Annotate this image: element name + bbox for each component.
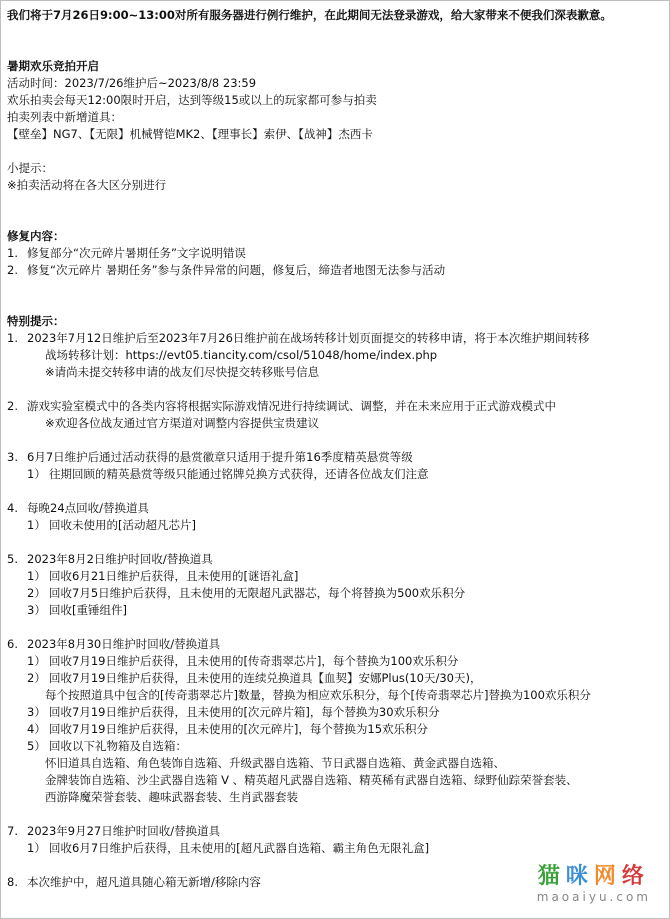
fix-text: 修复“次元碎片 暑期任务”参与条件异常的问题，修复后，缔造者地图无法参与活动 (27, 263, 446, 277)
note-number: 4. (7, 501, 18, 515)
auction-items: 【壁垒】NG7、【无限】机械臂铠MK2、【理事长】索伊、【战神】杰西卡 (7, 127, 373, 141)
note-sub-item (7, 653, 663, 670)
auction-list-label: 拍卖列表中新增道具： (7, 110, 122, 124)
note-sub-text: 战场转移计划：https://evt05.tiancity.com/csol/51048/home/index.php (45, 348, 438, 362)
notice-content (7, 7, 663, 891)
sub-number: 1） (27, 467, 46, 481)
note-sub-item (7, 721, 663, 738)
note-number: 7. (7, 824, 18, 838)
fix-text: 修复部分“次元碎片暑期任务”文字说明错误 (27, 246, 246, 260)
note-text: 游戏实验室模式中的各类内容将根据实际游戏情况进行持续调试、调整，并在未来应用于正式游戏模式中 (27, 399, 556, 413)
sub-number: 1） (27, 569, 46, 583)
sub-number: 3） (27, 705, 46, 719)
note-sub-text: ※欢迎各位战友通过官方渠道对调整内容提供宝贵建议 (45, 416, 320, 430)
auction-time: 活动时间：2023/7/26维护后~2023/8/8 23:59 (7, 76, 257, 90)
note-item (7, 551, 663, 568)
note-sub-item (7, 602, 663, 619)
note-number: 1. (7, 331, 18, 345)
note-number: 3. (7, 450, 18, 464)
note-item (7, 398, 663, 415)
sub-number: 5） (27, 739, 46, 753)
note-text: 6月7日维护后通过活动获得的悬赏徽章只适用于提升第16季度精英悬赏等级 (27, 450, 413, 464)
note-item (7, 500, 663, 517)
note-sub-item (7, 840, 663, 857)
fixes-title: 修复内容： (7, 229, 65, 243)
sub-number: 1） (27, 518, 46, 532)
note-number: 5. (7, 552, 18, 566)
note-text: 2023年7月12日维护后至2023年7月26日维护前在战场转移计划页面提交的转移申请，将于本次维护期间转移 (27, 331, 590, 345)
fix-item (7, 262, 663, 279)
sub-text: 回收6月7日维护后获得，且未使用的[超凡武器自选箱、霸主角色无限礼盒] (49, 841, 430, 855)
sub-text: 往期回顾的精英悬赏等级只能通过铭牌兑换方式获得，还请各位战友们注意 (49, 467, 429, 481)
note-item (7, 449, 663, 466)
sub-number: 1） (27, 841, 46, 855)
sub-text: 回收7月19日维护后获得，且未使用的[次元碎片]，每个替换为15欢乐积分 (49, 722, 429, 736)
sub-text: 回收7月5日维护后获得，且未使用的无限超凡武器芯，每个将替换为500欢乐积分 (49, 586, 466, 600)
sub-number: 1） (27, 654, 46, 668)
note-number: 2. (7, 399, 18, 413)
sub-number: 2） (27, 586, 46, 600)
auction-desc: 欢乐拍卖会每天12:00限时开启，达到等级15或以上的玩家都可参与拍卖 (7, 93, 377, 107)
watermark-domain: maoaiyu.com (536, 890, 651, 904)
note-text: 2023年8月2日维护时回收/替换道具 (27, 552, 213, 566)
sub-number: 4） (27, 722, 46, 736)
note-item (7, 636, 663, 653)
intro-text: 我们将于7月26日9:00~13:00对所有服务器进行例行维护，在此期间无法登录游戏，给大家带来不便我们深表歉意。 (7, 8, 612, 22)
note-sub-item (7, 585, 663, 602)
sub-number: 2） (27, 671, 46, 685)
note-text: 2023年9月27日维护时回收/替换道具 (27, 824, 221, 838)
note-text: 本次维护中，超凡道具随心箱无新增/移除内容 (27, 875, 261, 889)
watermark-cn: 猫咪网络 (537, 864, 650, 889)
note-sub-item (7, 466, 663, 483)
note-sub-item (7, 738, 663, 755)
note-sub-item (7, 670, 663, 687)
fix-number: 2. (7, 263, 18, 277)
site-watermark-logo (537, 864, 651, 904)
sub-continuation: 怀旧道具自选箱、角色装饰自选箱、升级武器自选箱、节日武器自选箱、黄金武器自选箱、 (45, 756, 505, 770)
sub-text: 回收6月21日维护后获得，且未使用的[谜语礼盒] (49, 569, 299, 583)
note-item (7, 823, 663, 840)
note-text: 每晚24点回收/替换道具 (27, 501, 150, 515)
sub-number: 3） (27, 603, 46, 617)
sub-continuation: 金牌装饰自选箱、沙尘武器自选箱 V 、精英超凡武器自选箱、精英稀有武器自选箱、绿野仙踪荣誉套装、 (45, 773, 578, 787)
note-sub-item (7, 517, 663, 534)
sub-text: 回收[重锤组件] (49, 603, 127, 617)
note-sub-text: ※请尚未提交转移申请的战友们尽快提交转移账号信息 (45, 365, 320, 379)
auction-tip-label: 小提示： (7, 161, 53, 175)
note-text: 2023年8月30日维护时回收/替换道具 (27, 637, 221, 651)
fix-number: 1. (7, 246, 18, 260)
sub-continuation: 每个按照道具中包含的[传奇翡翠芯片]数量，替换为相应欢乐积分，每个[传奇翡翠芯片]替换为100欢乐积分 (45, 688, 591, 702)
sub-text: 回收以下礼物箱及自选箱： (49, 739, 187, 753)
sub-text: 回收未使用的[活动超凡芯片] (49, 518, 196, 532)
sub-text: 回收7月19日维护后获得，且未使用的[次元碎片箱]，每个替换为30欢乐积分 (49, 705, 440, 719)
note-sub-item (7, 568, 663, 585)
note-item (7, 330, 663, 347)
sub-text: 回收7月19日维护后获得，且未使用的连续兑换道具【血契】安娜Plus(10天/30天)， (49, 671, 482, 685)
fix-item (7, 245, 663, 262)
auction-title: 暑期欢乐竞拍开启 (7, 59, 99, 73)
note-number: 6. (7, 637, 18, 651)
auction-tip: ※拍卖活动将在各大区分别进行 (7, 178, 167, 192)
notes-title: 特别提示： (7, 314, 65, 328)
sub-text: 回收7月19日维护后获得，且未使用的[传奇翡翠芯片]，每个替换为100欢乐积分 (49, 654, 459, 668)
note-number: 8. (7, 875, 18, 889)
note-sub-item (7, 704, 663, 721)
sub-continuation: 西游降魔荣誉套装、趣味武器套装、生肖武器套装 (45, 790, 298, 804)
